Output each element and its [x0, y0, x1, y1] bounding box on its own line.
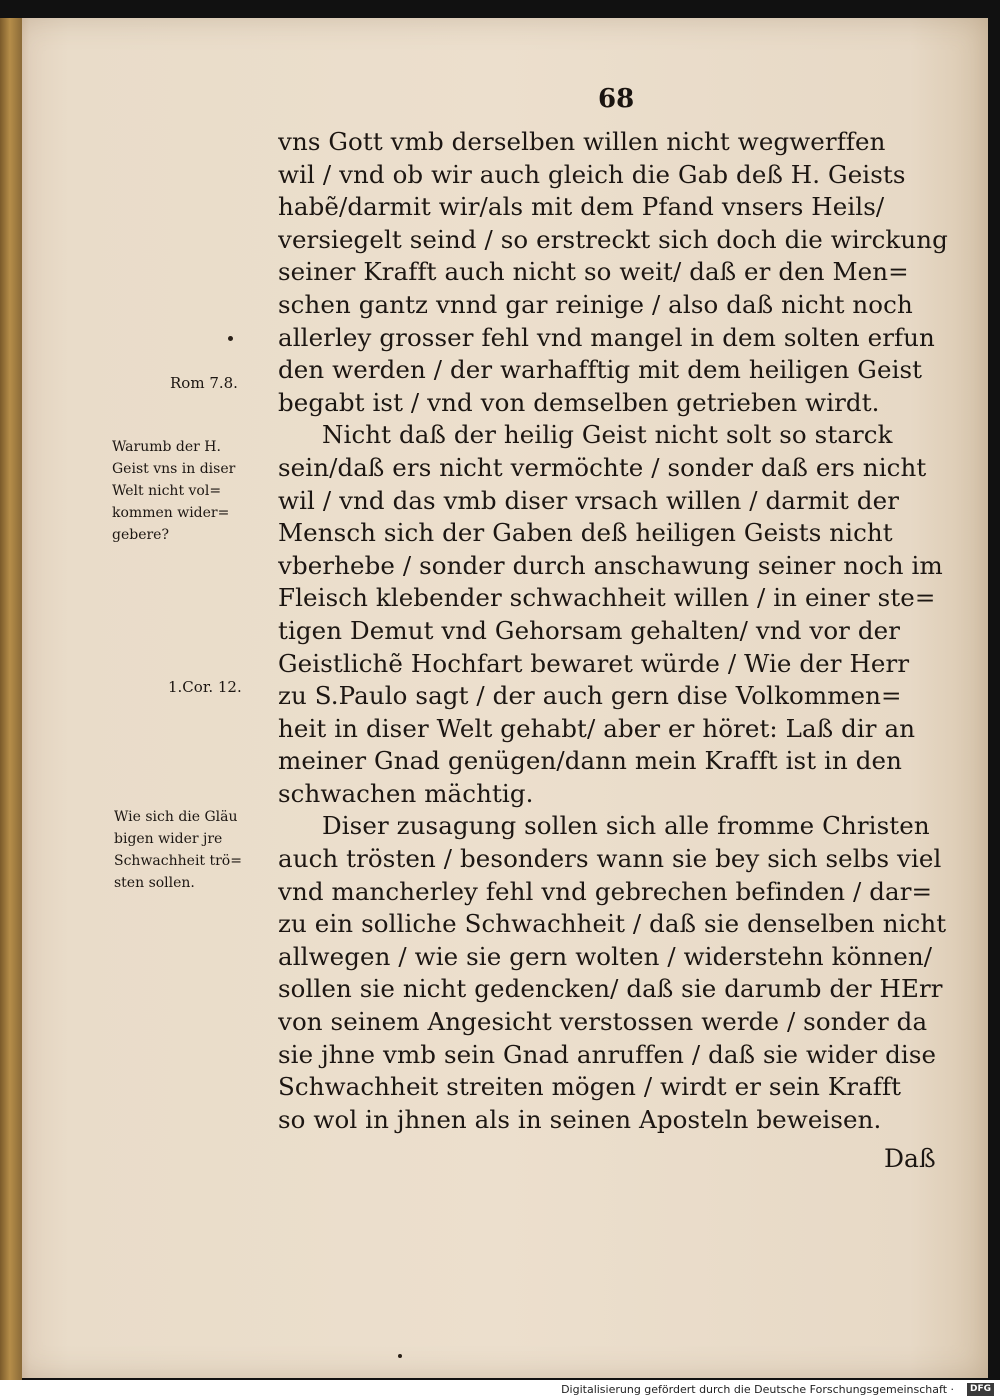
page-number: 68	[598, 84, 635, 114]
text-line: von seinem Angesicht verstossen werde / sonder da	[278, 1007, 928, 1037]
text-line: sollen sie nicht gedencken/ daß sie darumb der HErr	[278, 974, 943, 1004]
text-line: auch trösten / besonders wann sie bey sich selbs viel	[278, 844, 942, 874]
text-line: schen gantz vnnd gar reinige / also daß nicht noch	[278, 289, 913, 319]
text-line: habẽ/darmit wir/als mit dem Pfand vnsers Heils/	[278, 192, 885, 222]
text-line: wil / vnd ob wir auch gleich die Gab deß H. Geists	[278, 159, 906, 189]
margin-note-line: kommen wider=	[112, 505, 230, 521]
text-line: Schwachheit streiten mögen / wirdt er sein Krafft	[278, 1072, 902, 1102]
text-line: vns Gott vmb derselben willen nicht wegwerffen	[278, 127, 886, 156]
text-line-paragraph-start: Nicht daß der heilig Geist nicht solt so starck	[322, 420, 893, 450]
margin-note-line: bigen wider jre	[114, 831, 223, 847]
text-line: vnd mancherley fehl vnd gebrechen befinden / dar=	[278, 876, 933, 906]
text-line: begabt ist / vnd von demselben getrieben wirdt.	[278, 387, 880, 417]
text-line: meiner Gnad genügen/dann mein Krafft ist in den	[278, 746, 902, 776]
text-line: seiner Krafft auch nicht so weit/ daß er den Men=	[278, 257, 909, 287]
margin-note-line: Wie sich die Gläu	[114, 809, 238, 825]
text-line: sie jhne vmb sein Gnad anruffen / daß sie wider dise	[278, 1039, 937, 1069]
text-line: wil / vnd das vmb diser vrsach willen / darmit der	[278, 485, 900, 515]
text-line: Mensch sich der Gaben deß heiligen Geists nicht	[278, 518, 893, 548]
book-spine-edge	[0, 18, 22, 1380]
text-line: Geistlichẽ Hochfart bewaret würde / Wie der Herr	[278, 648, 910, 678]
margin-note-line: sten sollen.	[114, 875, 195, 891]
margin-note-line: gebere?	[112, 527, 169, 543]
text-line-paragraph-start: Diser zusagung sollen sich alle fromme Christen	[322, 811, 930, 841]
dfg-logo: DFG	[967, 1383, 994, 1396]
ink-dot	[228, 336, 233, 341]
margin-note-warumb	[112, 436, 235, 546]
margin-note-rom: Rom 7.8.	[170, 374, 238, 392]
ink-dot	[398, 1354, 402, 1358]
text-line: allerley grosser fehl vnd mangel in dem solten erfun	[278, 322, 935, 352]
margin-note-cor: 1.Cor. 12.	[168, 678, 242, 696]
text-line: versiegelt seind / so erstreckt sich doch die wirckung	[278, 224, 948, 254]
text-line: so wol in jhnen als in seinen Aposteln beweisen.	[278, 1104, 882, 1134]
digitization-footer	[0, 1380, 1000, 1400]
margin-note-wie	[114, 806, 242, 894]
funding-notice: Digitalisierung gefördert durch die Deutsche Forschungsgemeinschaft ·	[561, 1383, 954, 1396]
text-line: zu S.Paulo sagt / der auch gern dise Volkommen=	[278, 681, 902, 711]
text-line: den werden / der warhafftig mit dem heiligen Geist	[278, 355, 923, 385]
margin-note-line: Schwachheit trö=	[114, 853, 242, 869]
text-line: vberhebe / sonder durch anschawung seiner noch im	[278, 550, 943, 580]
text-line: sein/daß ers nicht vermöchte / sonder daß ers nicht	[278, 452, 927, 482]
main-text-block	[278, 126, 950, 1136]
text-line: Fleisch klebender schwachheit willen / in einer ste=	[278, 583, 936, 613]
margin-note-line: Geist vns in diser	[112, 461, 236, 477]
catchword: Daß	[884, 1144, 936, 1173]
margin-note-line: Welt nicht vol=	[112, 483, 222, 499]
margin-note-line: Warumb der H.	[112, 439, 221, 455]
text-line: schwachen mächtig.	[278, 778, 534, 808]
text-line: heit in diser Welt gehabt/ aber er höret: Laß dir an	[278, 713, 916, 743]
text-line: allwegen / wie sie gern wolten / widerstehn können/	[278, 941, 933, 971]
text-line: zu ein solliche Schwachheit / daß sie denselben nicht	[278, 909, 947, 939]
text-line: tigen Demut vnd Gehorsam gehalten/ vnd vor der	[278, 615, 901, 645]
